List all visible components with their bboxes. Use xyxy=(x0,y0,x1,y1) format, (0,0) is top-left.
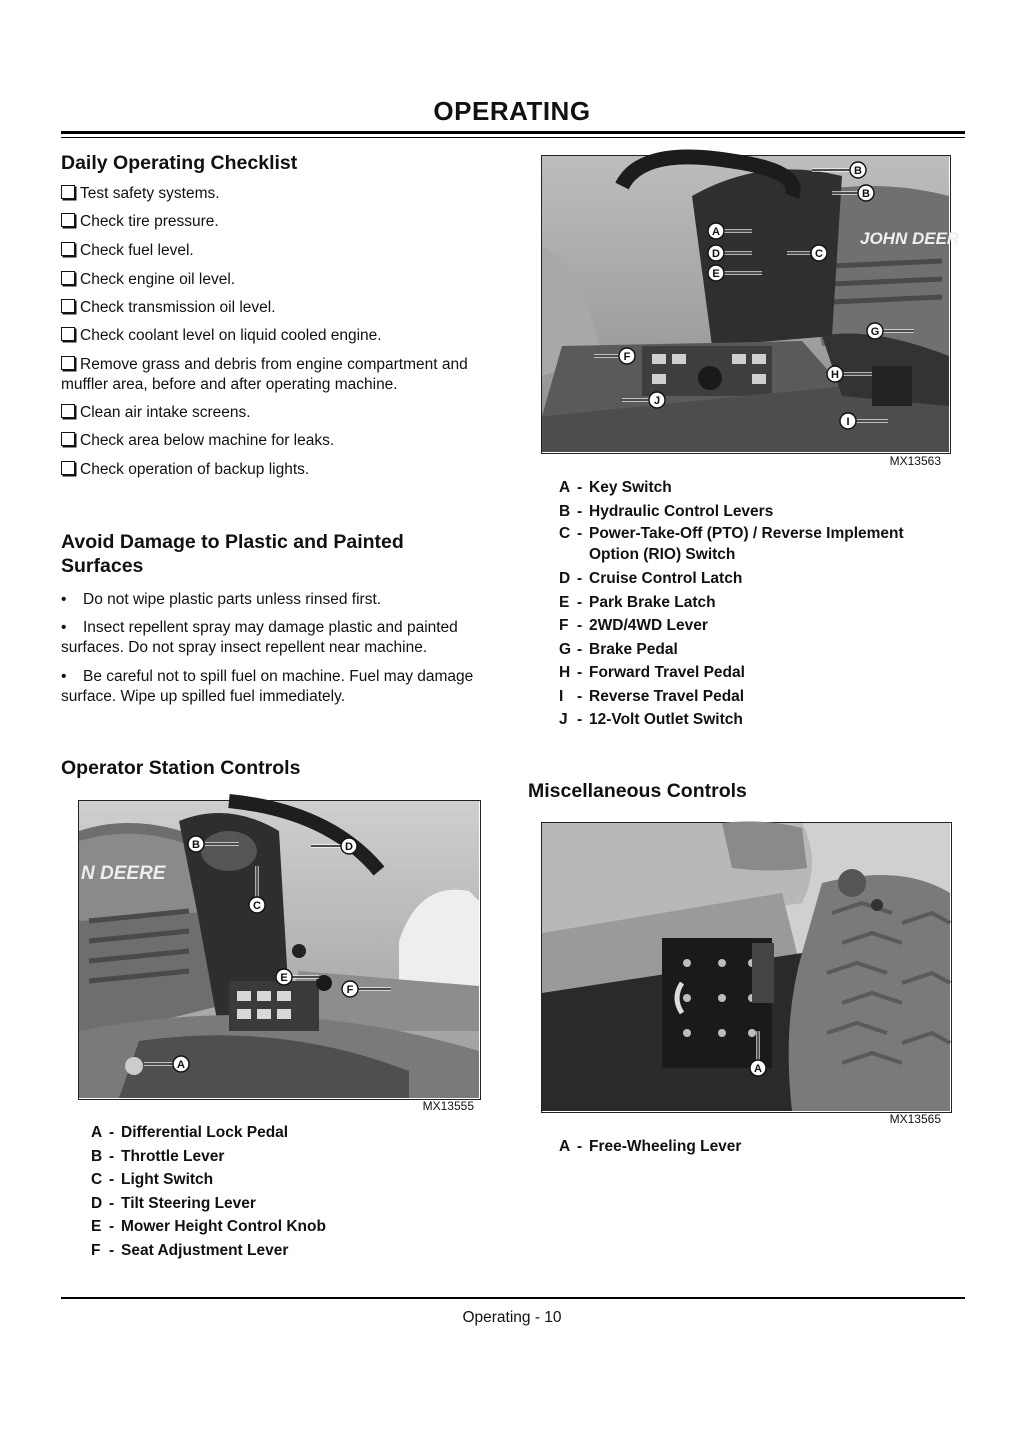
svg-text:A: A xyxy=(177,1059,185,1071)
figure-id: MX13565 xyxy=(889,1112,941,1126)
checklist-item: Check transmission oil level. xyxy=(61,298,501,318)
legend-row: E - Park Brake Latch xyxy=(559,593,716,611)
legend-row: G - Brake Pedal xyxy=(559,640,678,658)
legend-row: J - 12-Volt Outlet Switch xyxy=(559,711,743,728)
legend-row: E - Mower Height Control Knob xyxy=(91,1218,326,1235)
bullet-item: • Be careful not to spill fuel on machine. Fuel may damage surface. Wipe up spilled fuel immediately. xyxy=(61,668,474,705)
legend-row: D - Tilt Steering Lever xyxy=(91,1194,256,1212)
checklist-item: Clean air intake screens. xyxy=(61,403,501,423)
svg-text:B: B xyxy=(862,188,870,200)
svg-text:E: E xyxy=(712,268,720,280)
legend-row: F - 2WD/4WD Lever xyxy=(559,617,708,634)
checklist-item: Check operation of backup lights. xyxy=(61,460,501,480)
legend-row: H - Forward Travel Pedal xyxy=(559,664,745,681)
svg-text:G: G xyxy=(870,326,880,338)
checkbox-icon xyxy=(61,242,75,256)
controls-photo xyxy=(541,155,960,454)
avoid-damage-heading: Avoid Damage to Plastic and Painted Surfaces xyxy=(61,531,404,577)
checkbox-icon xyxy=(61,213,75,227)
brand-logo-text: N DEERE xyxy=(81,863,166,884)
checkbox-icon xyxy=(61,461,75,475)
legend-row: B - Hydraulic Control Levers xyxy=(559,502,774,520)
bullet-icon: • xyxy=(61,668,67,685)
svg-text:H: H xyxy=(831,369,839,381)
misc-controls-photo xyxy=(541,822,952,1113)
legend-row: I - Reverse Travel Pedal xyxy=(559,687,745,705)
checkbox-icon xyxy=(61,271,75,285)
checklist-item: Remove grass and debris from engine compartment and muffler area, before and after operating machine. xyxy=(61,356,468,393)
svg-text:C: C xyxy=(815,248,823,260)
operator-station-photo xyxy=(78,800,481,1100)
svg-text:F: F xyxy=(346,984,354,996)
legend-row: D - Cruise Control Latch xyxy=(559,570,743,587)
bullet-icon: • xyxy=(61,591,67,608)
checklist-item: Check area below machine for leaks. xyxy=(61,431,501,451)
misc-controls-heading: Miscellaneous Controls xyxy=(528,780,747,802)
checklist-item: Check tire pressure. xyxy=(61,212,501,232)
legend-row: F - Seat Adjustment Lever xyxy=(91,1241,289,1259)
svg-text:J: J xyxy=(653,395,661,407)
checklist-item: Test safety systems. xyxy=(61,184,501,204)
svg-text:E: E xyxy=(280,972,288,984)
svg-text:A: A xyxy=(754,1063,762,1075)
brand-logo-text: JOHN DEER xyxy=(860,229,960,248)
header-rule xyxy=(61,131,965,134)
figure-id: MX13555 xyxy=(422,1099,474,1113)
svg-text:F: F xyxy=(623,351,631,363)
checkbox-icon xyxy=(61,327,75,341)
page-footer: Operating - 10 xyxy=(462,1309,562,1326)
page-title: OPERATING xyxy=(433,96,591,126)
misc-controls-legend xyxy=(559,1135,954,1159)
checkbox-icon xyxy=(61,185,75,199)
header-rule-thin xyxy=(61,137,965,138)
checkbox-icon xyxy=(61,432,75,446)
legend-row: A - Key Switch xyxy=(559,479,672,496)
checklist-heading: Daily Operating Checklist xyxy=(61,152,298,174)
figure-id: MX13563 xyxy=(889,454,941,468)
legend-row: C - Light Switch xyxy=(91,1171,214,1188)
operator-station-heading: Operator Station Controls xyxy=(61,757,301,779)
svg-text:D: D xyxy=(712,248,720,260)
legend-row: A - Free-Wheeling Lever xyxy=(559,1138,742,1155)
svg-text:C: C xyxy=(253,900,261,912)
bullet-icon: • xyxy=(61,619,67,636)
checklist-item: Check coolant level on liquid cooled engine. xyxy=(61,326,501,346)
bullet-item: • Do not wipe plastic parts unless rinsed first. xyxy=(61,591,382,608)
legend-row: C - Power-Take-Off (PTO) / Reverse Implement Option (RIO) Switch xyxy=(559,525,904,563)
legend-row: A - Differential Lock Pedal xyxy=(91,1124,289,1141)
checkbox-icon xyxy=(61,299,75,313)
footer-rule xyxy=(61,1297,965,1299)
operator-station-legend xyxy=(91,1121,491,1262)
svg-text:A: A xyxy=(712,226,720,238)
svg-text:B: B xyxy=(854,165,862,177)
checklist-item: Check fuel level. xyxy=(61,241,501,261)
legend-row: B - Throttle Lever xyxy=(91,1147,225,1165)
checkbox-icon xyxy=(61,404,75,418)
checklist-item: Check engine oil level. xyxy=(61,270,501,290)
svg-text:B: B xyxy=(192,839,200,851)
svg-text:I: I xyxy=(846,416,850,428)
bullet-item: • Insect repellent spray may damage plastic and painted surfaces. Do not spray insect repellent near machine. xyxy=(61,619,458,656)
controls-legend xyxy=(559,476,954,732)
checkbox-icon xyxy=(61,356,75,370)
svg-text:D: D xyxy=(345,841,353,853)
